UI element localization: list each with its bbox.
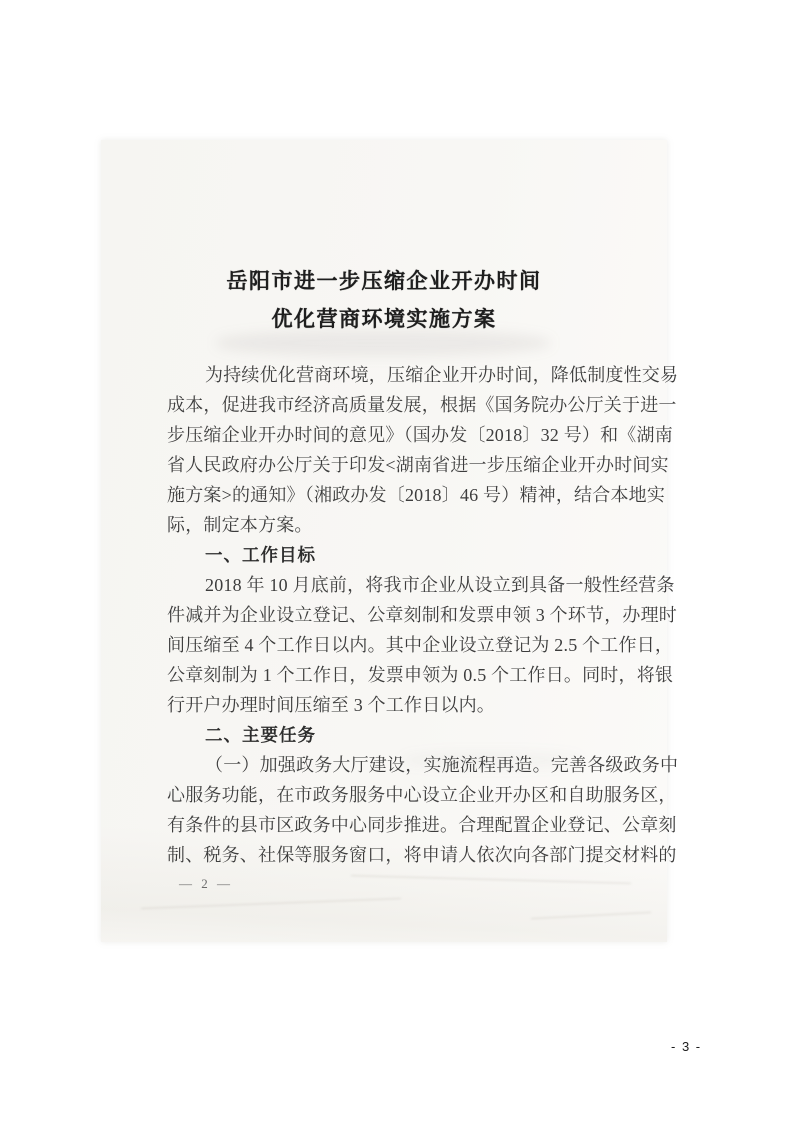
text-line: 行开户办理时间压缩至 3 个工作日以内。 [167,695,495,715]
text-line: 步压缩企业开办时间的意见》（国办发〔2018〕32 号）和《湖南 [167,425,673,445]
text-line: 际，制定本方案。 [167,515,313,535]
text-line: 间压缩至 4 个工作日以内。其中企业设立登记为 2.5 个工作日， [167,635,674,655]
text-line: 二、主要任务 [205,725,316,745]
document-title [101,262,667,338]
title-line: 岳阳市进一步压缩企业开办时间 [226,269,542,293]
text-line: 制、税务、社保等服务窗口，将申请人依次向各部门提交材料的 [167,845,677,865]
text-line: （一）加强政务大厅建设，实施流程再造。完善各级政务中 [205,755,679,775]
document-body [167,360,679,870]
page-number: — 2 — [179,876,233,891]
paper-crease [351,875,631,884]
text-line: 为持续优化营商环境，压缩企业开办时间，降低制度性交易 [205,365,679,385]
text-line: 心服务功能，在市政务服务中心设立企业开办区和自助服务区， [167,785,677,805]
text-line: 施方案>的通知》（湘政办发〔2018〕46 号）精神，结合本地实 [167,485,666,505]
text-line: 2018 年 10 月底前，将我市企业从设立到具备一般性经营条 [205,575,675,595]
text-line: 一、工作目标 [205,545,316,565]
text-line: 公章刻制为 1 个工作日，发票申领为 0.5 个工作日。同时，将银 [167,665,674,685]
outer-page-number: - 3 - [671,1039,702,1054]
text-line: 件减并为企业设立登记、公章刻制和发票申领 3 个环节，办理时 [167,605,677,625]
paper-crease [141,898,401,909]
text-line: 成本，促进我市经济高质量发展，根据《国务院办公厅关于进一 [167,395,677,415]
text-line: 有条件的县市区政务中心同步推进。合理配置企业登记、公章刻 [167,815,677,835]
paper-crease [531,912,651,919]
text-line: 省人民政府办公厅关于印发<湖南省进一步压缩企业开办时间实 [167,455,669,475]
title-line: 优化营商环境实施方案 [271,307,497,331]
document-page [101,140,679,942]
